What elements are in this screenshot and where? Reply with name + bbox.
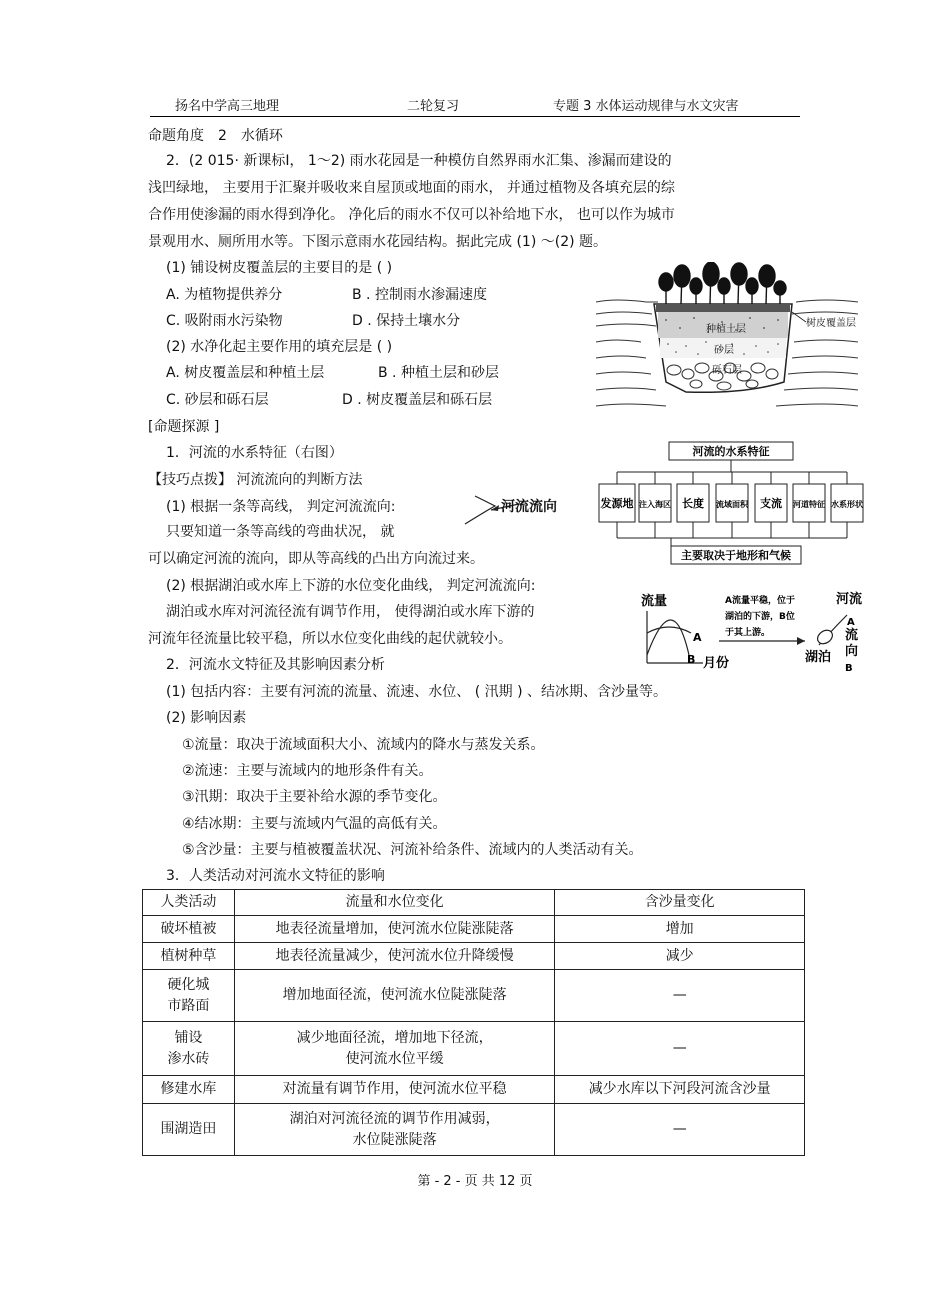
q1-option-a: A. 为植物提供养分 xyxy=(166,287,283,303)
method1-line-3: 可以确定河流的流向，即从等高线的凸出方向流过来。 xyxy=(148,551,484,567)
label-soil-layer: 种植土层 xyxy=(706,324,746,335)
row-activity: 围湖造田 xyxy=(160,1121,217,1137)
header-topic: 专题 3 水体运动规律与水文灾害 xyxy=(553,99,739,114)
row-activity-2: 市路面 xyxy=(167,997,210,1014)
row-sediment: — xyxy=(672,987,687,1003)
q2-option-b: B . 种植土层和砂层 xyxy=(378,365,499,381)
system-box-channel: 河道特征 xyxy=(793,500,825,509)
table-row xyxy=(143,1022,805,1076)
label-gravel-layer: 砾石层 xyxy=(712,365,742,376)
header-sediment: 含沙量变化 xyxy=(555,890,805,916)
table-row xyxy=(143,1076,805,1104)
flow-point-b: B xyxy=(845,663,853,674)
row-sediment: — xyxy=(672,1121,687,1137)
header-activity: 人类活动 xyxy=(143,890,235,916)
q1-option-d: D . 保持土壤水分 xyxy=(352,313,461,329)
factor-flood: ③汛期：取决于主要补给水源的季节变化。 xyxy=(182,789,447,805)
row-flow: 减少地面径流，增加地下径流， xyxy=(296,1029,493,1046)
flow-lake-label: 湖泊 xyxy=(805,650,832,665)
row-activity: 铺设 xyxy=(174,1029,203,1046)
flow-curve-figure xyxy=(633,585,873,677)
contour-direction-figure xyxy=(455,490,575,530)
method1-line-1: (1) 根据一条等高线， 判定河流流向: xyxy=(166,499,396,515)
row-activity: 硬化城 xyxy=(167,976,210,993)
flow-chart-xlabel: 月份 xyxy=(703,656,730,671)
header-school: 扬名中学高三地理 xyxy=(175,99,280,114)
row-flow: 地表径流量增加，使河流水位陡涨陡落 xyxy=(275,920,514,937)
item1-tip: 【技巧点拨】 河流流向的判断方法 xyxy=(148,472,363,488)
q1-stem: (1) 铺设树皮覆盖层的主要目的是 ( ) xyxy=(166,260,393,276)
row-activity: 植树种草 xyxy=(160,947,217,964)
q1-option-c: C. 吸附雨水污染物 xyxy=(166,313,283,329)
flow-river-label: 河流 xyxy=(836,592,863,607)
flow-note-line-2: 湖泊的下游，B位 xyxy=(725,612,795,622)
table-header-row xyxy=(143,890,805,916)
label-bark-layer: 树皮覆盖层 xyxy=(806,318,856,329)
row-flow: 对流量有调节作用，使河流水位平稳 xyxy=(282,1081,507,1097)
flow-note-line-3: 于其上游。 xyxy=(725,628,771,638)
q2-option-d: D . 树皮覆盖层和砾石层 xyxy=(342,392,493,408)
system-box-tributary: 支流 xyxy=(760,497,782,510)
row-flow-2: 使河流水位平缓 xyxy=(345,1050,444,1067)
factor-freeze: ④结冰期：主要与流域内气温的高低有关。 xyxy=(182,816,447,832)
factor-flow: ①流量：取决于流域面积大小、流域内的降水与蒸发关系。 xyxy=(182,737,545,753)
q1-option-b: B . 控制雨水渗漏速度 xyxy=(352,287,487,303)
item1-title: 1．河流的水系特征（右图） xyxy=(166,445,343,461)
item2-factors-title: (2) 影响因素 xyxy=(166,710,247,726)
human-activity-table xyxy=(142,889,805,1156)
header-flow: 流量和水位变化 xyxy=(234,890,555,916)
q2-option-a: A. 树皮覆盖层和种植土层 xyxy=(166,365,325,381)
item2-content: (1) 包括内容：主要有河流的流量、流速、水位、 ( 汛期 ) 、结冰期、含沙量等。 xyxy=(166,684,668,700)
table-row xyxy=(143,1104,805,1156)
row-activity: 修建水库 xyxy=(160,1081,217,1097)
header-rule xyxy=(150,116,800,117)
curve-a-label: A xyxy=(693,631,702,644)
method2-line-1: (2) 根据湖泊或水库上下游的水位变化曲线， 判定河流流向: xyxy=(166,578,536,594)
system-box-sea: 注入海区 xyxy=(639,500,671,509)
question-intro-line-4: 景观用水、厕所用水等。下图示意雨水花园结构。据此完成 (1) ～(2) 题。 xyxy=(148,234,608,250)
system-chart-bottom: 主要取决于地形和气候 xyxy=(681,549,791,562)
flow-flow-word: 流 xyxy=(845,628,859,643)
flow-chart-ylabel: 流量 xyxy=(641,594,668,609)
row-flow: 地表径流量减少，使河流水位升降缓慢 xyxy=(275,947,514,964)
factor-velocity: ②流速：主要与流域内的地形条件有关。 xyxy=(182,763,433,779)
row-sediment: 减少水库以下河段河流含沙量 xyxy=(588,1081,771,1097)
q2-stem: (2) 水净化起主要作用的填充层是 ( ) xyxy=(166,339,393,355)
header-course: 二轮复习 xyxy=(407,99,460,114)
curve-b-label: B xyxy=(687,653,696,666)
curve-a xyxy=(647,627,691,633)
label-sand-layer: 砂层 xyxy=(714,345,734,356)
system-box-basin: 流域面积 xyxy=(716,500,748,509)
item2-title: 2．河流水文特征及其影响因素分析 xyxy=(166,657,385,673)
row-flow-2: 水位陡涨陡落 xyxy=(352,1131,437,1148)
question-intro-line-2: 浅凹绿地， 主要用于汇聚并吸收来自屋顶或地面的雨水， 并通过植物及各填充层的综 xyxy=(148,180,675,196)
system-box-shape: 水系形状 xyxy=(831,500,863,509)
q2-option-c: C. 砂层和砾石层 xyxy=(166,392,269,408)
rain-garden-figure xyxy=(596,262,858,410)
river-system-chart xyxy=(593,440,869,568)
table-row xyxy=(143,970,805,1022)
source-heading: [命题探源 ] xyxy=(148,419,220,435)
item3-title: 3．人类活动对河流水文特征的影响 xyxy=(166,868,385,884)
row-flow: 湖泊对河流径流的调节作用减弱， xyxy=(289,1110,500,1127)
row-activity-2: 渗水砖 xyxy=(167,1050,210,1067)
table-row xyxy=(143,943,805,970)
row-sediment: 增加 xyxy=(665,920,694,937)
system-box-origin: 发源地 xyxy=(600,497,634,510)
row-sediment: — xyxy=(672,1040,687,1056)
factor-sediment: ⑤含沙量：主要与植被覆盖状况、河流补给条件、流域内的人类活动有关。 xyxy=(182,842,643,858)
curve-b xyxy=(647,620,689,655)
page-footer: 第 - 2 - 页 共 12 页 xyxy=(417,1174,533,1189)
method2-line-3: 河流年径流量比较平稳，所以水位变化曲线的起伏就较小。 xyxy=(148,631,512,647)
question-intro-line-3: 合作用使渗漏的雨水得到净化。 净化后的雨水不仅可以补给地下水， 也可以作为城市 xyxy=(148,207,675,223)
contour-figure-label: 河流流向 xyxy=(501,499,557,515)
table-row xyxy=(143,916,805,943)
flow-note-line-1: A流量平稳，位于 xyxy=(725,596,795,606)
method2-line-2: 湖泊或水库对河流径流有调节作用， 使得湖泊或水库下游的 xyxy=(166,604,535,620)
row-sediment: 减少 xyxy=(665,947,694,964)
system-box-length: 长度 xyxy=(682,497,704,510)
method1-line-2: 只要知道一条等高线的弯曲状况， 就 xyxy=(166,524,395,540)
page-header xyxy=(175,95,800,115)
flow-dir-word: 向 xyxy=(845,644,859,659)
row-activity: 破坏植被 xyxy=(160,920,217,937)
section-title: 命题角度 2 水循环 xyxy=(148,128,283,144)
flow-point-a: A xyxy=(847,617,855,628)
question-intro-line-1: 2．(2 015· 新课标Ⅰ， 1～2) 雨水花园是一种模仿自然界雨水汇集、渗漏而建设的 xyxy=(166,153,672,169)
row-flow: 增加地面径流，使河流水位陡涨陡落 xyxy=(282,987,507,1003)
system-chart-top: 河流的水系特征 xyxy=(692,445,770,458)
